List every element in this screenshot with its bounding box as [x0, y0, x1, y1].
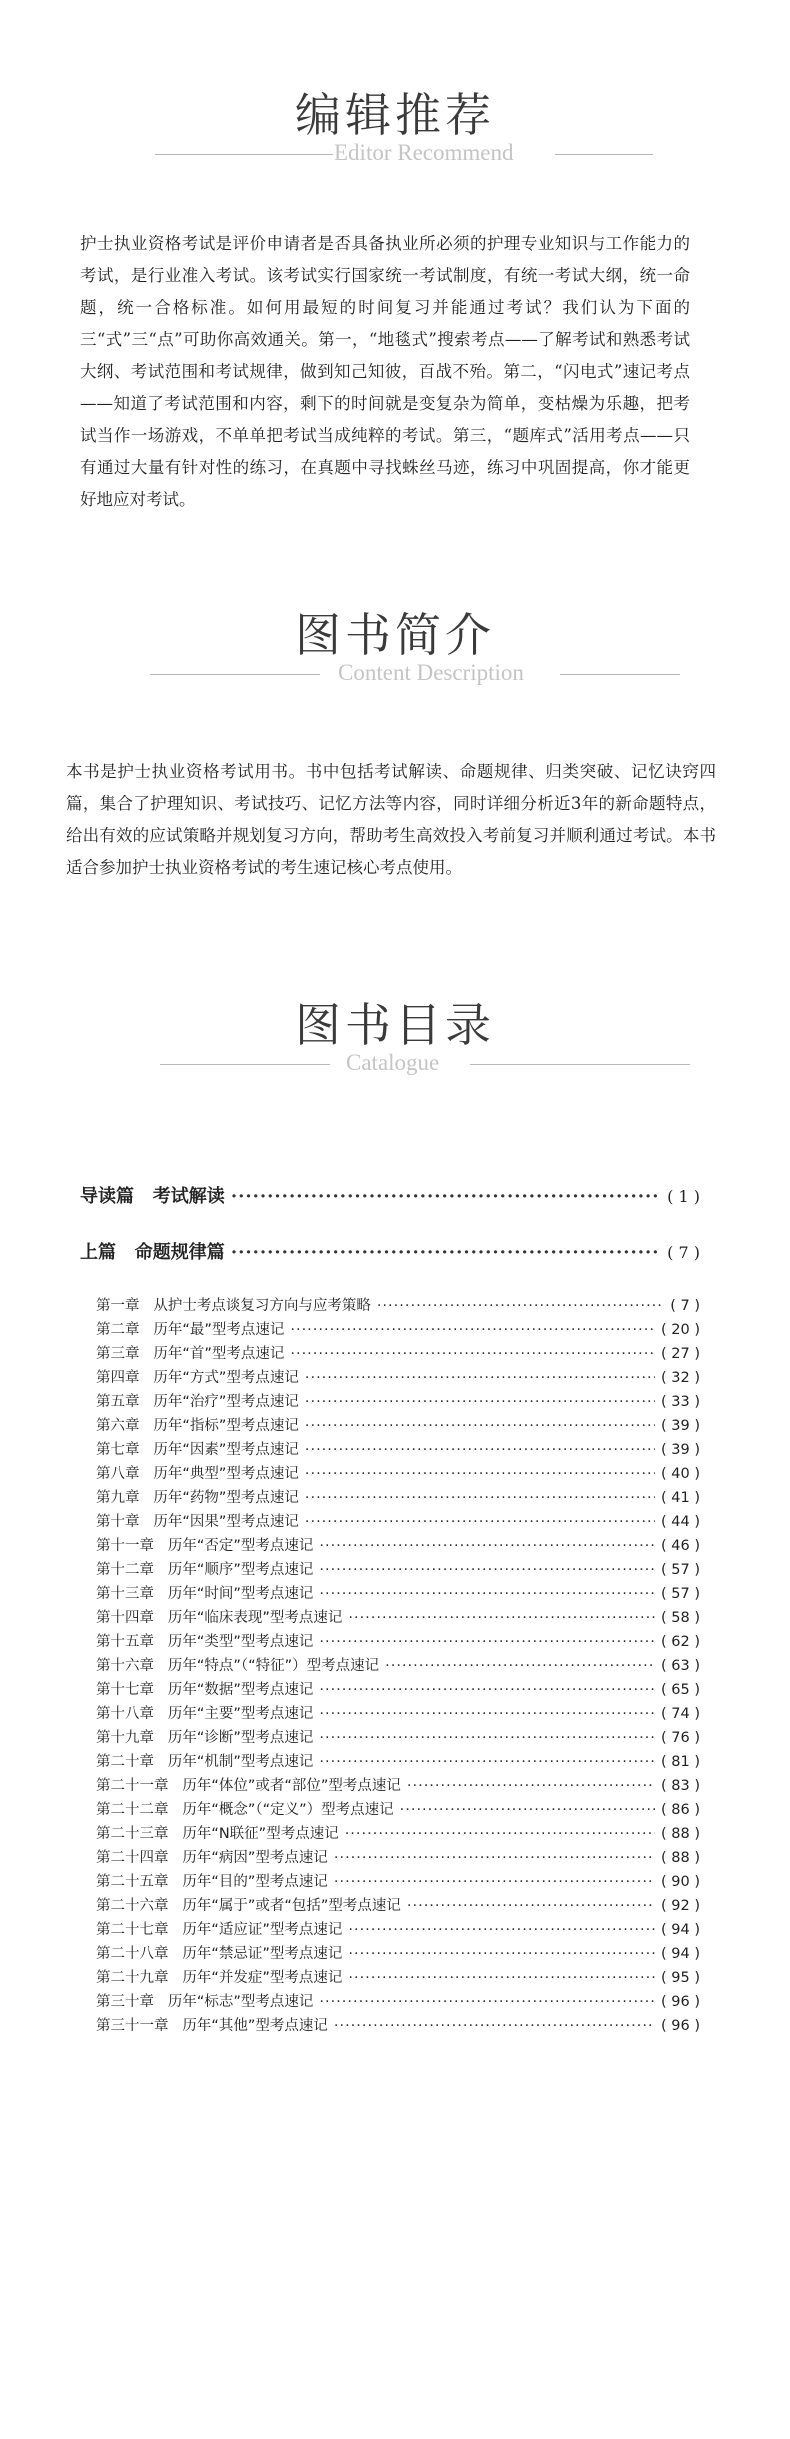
dot-leader	[348, 1922, 655, 1938]
dot-leader	[334, 2018, 655, 2034]
toc-chapter-entry-page-number: ( 63 )	[661, 1658, 700, 1674]
toc-chapter-entry-title: 第二十八章 历年“禁忌证”型考点速记	[96, 1946, 343, 1962]
editor-recommend-subtitle-row	[0, 140, 790, 170]
toc-chapter-entry-page-number: ( 32 )	[661, 1370, 700, 1386]
toc-chapter-entry-title: 第十三章 历年“时间”型考点速记	[96, 1586, 314, 1602]
editor-recommend-subtitle: Editor Recommend	[334, 140, 514, 165]
toc-chapter-entry-page-number: ( 44 )	[661, 1514, 700, 1530]
dot-leader	[348, 1946, 655, 1962]
toc-chapter-entry-page-number: ( 96 )	[661, 2018, 700, 2034]
dot-leader	[319, 1730, 655, 1746]
content-description-subtitle: Content Description	[338, 660, 524, 685]
toc-chapter-entry	[80, 1822, 700, 1846]
toc-part-entry-page-number: ( 7 )	[667, 1243, 700, 1262]
toc-chapter-entry-page-number: ( 92 )	[661, 1898, 700, 1914]
toc-chapter-entry-page-number: ( 83 )	[661, 1778, 700, 1794]
dot-leader	[319, 1586, 655, 1602]
dot-leader	[231, 1186, 661, 1207]
toc-chapter-entry	[80, 1654, 700, 1678]
toc-chapter-entry	[80, 1366, 700, 1390]
dot-leader	[345, 1826, 655, 1842]
toc-chapter-entry-page-number: ( 39 )	[661, 1442, 700, 1458]
dot-leader	[319, 1706, 655, 1722]
toc-chapter-entry-title: 第二十五章 历年“目的”型考点速记	[96, 1874, 328, 1890]
toc-chapter-entry-title: 第十七章 历年“数据”型考点速记	[96, 1682, 314, 1698]
toc-chapter-entry-page-number: ( 88 )	[661, 1826, 700, 1842]
dot-leader	[348, 1610, 655, 1626]
toc-chapter-entry	[80, 1918, 700, 1942]
toc-chapter-entry-title: 第二十章 历年“机制”型考点速记	[96, 1754, 314, 1770]
toc-chapter-entry	[80, 1942, 700, 1966]
toc-chapter-entry-title: 第六章 历年“指标”型考点速记	[96, 1418, 299, 1434]
toc-chapter-entry-page-number: ( 62 )	[661, 1634, 700, 1650]
toc-chapter-entry-page-number: ( 41 )	[661, 1490, 700, 1506]
toc-chapter-entry-page-number: ( 86 )	[661, 1802, 700, 1818]
toc-chapter-entry-title: 第二十七章 历年“适应证”型考点速记	[96, 1922, 343, 1938]
dot-leader	[305, 1490, 655, 1506]
toc-chapter-entry	[80, 1630, 700, 1654]
toc-chapter-entry-title: 第二十六章 历年“属于”或者“包括”型考点速记	[96, 1898, 401, 1914]
toc-chapter-entry-title: 第十八章 历年“主要”型考点速记	[96, 1706, 314, 1722]
toc-chapter-entry-page-number: ( 76 )	[661, 1730, 700, 1746]
dot-leader	[319, 1634, 655, 1650]
dot-leader	[305, 1394, 655, 1410]
editor-recommend-paragraph: 护士执业资格考试是评价申请者是否具备执业所必须的护理专业知识与工作能力的考试，是行业准入考试。该考试实行国家统一考试制度，有统一考试大纲，统一命题，统一合格标准。如何用最短的时间复习并能通过考试？我们认为下面的三“式”三“点”可助你高效通关。第一，“地毯式”搜索考点——了解考试和熟悉考试大纲、考试范围和考试规律，做到知己知彼，百战不殆。第二，“闪电式”速记考点——知道了考试范围和内容，剩下的时间就是变复杂为简单，变枯燥为乐趣，把考试当作一场游戏，不单单把考试当成纯粹的考试。第三，“题库式”活用考点——只有通过大量有针对性的练习，在真题中寻找蛛丝马迹，练习中巩固提高，你才能更好地应对考试。	[80, 234, 690, 509]
catalogue-header	[0, 998, 790, 1080]
toc-chapter-entry	[80, 1750, 700, 1774]
toc-chapter-entry	[80, 1894, 700, 1918]
content-description-subtitle-row	[0, 660, 790, 690]
toc-chapter-entry-title: 第九章 历年“药物”型考点速记	[96, 1490, 299, 1506]
toc-chapter-entry	[80, 1414, 700, 1438]
content-description-title: 图书简介	[295, 608, 495, 662]
dot-leader	[348, 1970, 655, 1986]
toc-chapter-entry-title: 第二章 历年“最”型考点速记	[96, 1322, 285, 1338]
dot-leader	[334, 1850, 655, 1866]
toc-chapter-entry	[80, 1606, 700, 1630]
dot-leader	[400, 1802, 655, 1818]
toc-chapter-entry-page-number: ( 65 )	[661, 1682, 700, 1698]
toc-chapter-entry	[80, 1774, 700, 1798]
editor-recommend-header	[0, 88, 790, 170]
toc-chapter-entry-page-number: ( 20 )	[661, 1322, 700, 1338]
catalogue-title: 图书目录	[295, 998, 495, 1052]
toc-chapter-entry-page-number: ( 95 )	[661, 1970, 700, 1986]
toc-chapter-entry-page-number: ( 90 )	[661, 1874, 700, 1890]
toc-chapter-entry-page-number: ( 96 )	[661, 1994, 700, 2010]
toc-chapter-entry-title: 第二十一章 历年“体位”或者“部位”型考点速记	[96, 1778, 401, 1794]
dot-leader	[305, 1370, 655, 1386]
dot-leader	[305, 1442, 655, 1458]
toc-chapter-entry	[80, 1678, 700, 1702]
toc-chapter-entry-title: 第二十三章 历年“N联征”型考点速记	[96, 1826, 339, 1842]
dot-leader	[334, 1874, 655, 1890]
toc-chapter-entry	[80, 1510, 700, 1534]
toc-part-entry-title: 上篇 命题规律篇	[80, 1242, 225, 1263]
toc-chapter-entry-page-number: ( 58 )	[661, 1610, 700, 1626]
toc-chapter-entry-page-number: ( 39 )	[661, 1418, 700, 1434]
content-description-header	[0, 608, 790, 690]
toc-chapter-entry	[80, 1966, 700, 1990]
dot-leader	[377, 1298, 664, 1314]
toc-chapter-entry-title: 第三十一章 历年“其他”型考点速记	[96, 2018, 328, 2034]
dot-leader	[290, 1322, 655, 1338]
toc-chapter-entry-title: 第十章 历年“因果”型考点速记	[96, 1514, 299, 1530]
dot-leader	[319, 1562, 655, 1578]
toc-part-entry	[80, 1238, 700, 1274]
toc-chapter-entry-title: 第十二章 历年“顺序”型考点速记	[96, 1562, 314, 1578]
toc-chapter-entry-page-number: ( 7 )	[670, 1298, 700, 1314]
toc-chapter-entry-title: 第十四章 历年“临床表现”型考点速记	[96, 1610, 343, 1626]
divider-line-right	[560, 674, 680, 675]
toc-chapter-entry-title: 第三章 历年“首”型考点速记	[96, 1346, 285, 1362]
toc-chapter-entry	[80, 1342, 700, 1366]
dot-leader	[290, 1346, 655, 1362]
toc-chapter-entry-title: 第十九章 历年“诊断”型考点速记	[96, 1730, 314, 1746]
toc-chapter-entry	[80, 1462, 700, 1486]
toc-chapter-entry-title: 第二十四章 历年“病因”型考点速记	[96, 1850, 328, 1866]
toc-chapter-entry	[80, 1558, 700, 1582]
toc-chapter-entry-title: 第四章 历年“方式”型考点速记	[96, 1370, 299, 1386]
divider-line-right	[470, 1064, 690, 1065]
toc-chapter-entry	[80, 1870, 700, 1894]
dot-leader	[231, 1242, 661, 1263]
toc-chapter-entry-page-number: ( 94 )	[661, 1946, 700, 1962]
toc-chapter-entry	[80, 1534, 700, 1558]
toc-chapter-entry-title: 第五章 历年“治疗”型考点速记	[96, 1394, 299, 1410]
toc-chapter-entry	[80, 1438, 700, 1462]
toc-chapter-entry-title: 第二十九章 历年“并发症”型考点速记	[96, 1970, 343, 1986]
divider-line-left	[150, 674, 320, 675]
dot-leader	[305, 1466, 655, 1482]
toc-chapter-entry	[80, 1390, 700, 1414]
toc-chapter-entry-title: 第二十二章 历年“概念”（“定义”）型考点速记	[96, 1802, 394, 1818]
toc-chapter-entry	[80, 1582, 700, 1606]
toc-chapter-entry	[80, 1846, 700, 1870]
dot-leader	[407, 1898, 655, 1914]
dot-leader	[305, 1418, 655, 1434]
catalogue-subtitle: Catalogue	[346, 1050, 440, 1075]
toc-chapter-entry-page-number: ( 40 )	[661, 1466, 700, 1482]
toc-chapter-entry	[80, 1798, 700, 1822]
toc-chapter-entry	[80, 2014, 700, 2038]
toc-chapter-entry-title: 第十六章 历年“特点”（“特征”）型考点速记	[96, 1658, 380, 1674]
toc-chapter-entry-page-number: ( 94 )	[661, 1922, 700, 1938]
dot-leader	[407, 1778, 655, 1794]
catalogue-subtitle-row	[0, 1050, 790, 1080]
toc-chapter-entry	[80, 1294, 700, 1318]
toc-chapter-entry-title: 第七章 历年“因素”型考点速记	[96, 1442, 299, 1458]
divider-line-left	[160, 1064, 330, 1065]
toc-chapter-entry-page-number: ( 57 )	[661, 1562, 700, 1578]
toc-part-entry-page-number: ( 1 )	[667, 1187, 700, 1206]
toc-chapter-entry	[80, 1702, 700, 1726]
divider-line-left	[155, 154, 333, 155]
toc-chapter-entry	[80, 1486, 700, 1510]
dot-leader	[319, 1994, 655, 2010]
editor-recommend-title: 编辑推荐	[295, 88, 495, 142]
toc-part-entry	[80, 1182, 700, 1218]
toc-chapter-entry-title: 第十五章 历年“类型”型考点速记	[96, 1634, 314, 1650]
dot-leader	[385, 1658, 655, 1674]
toc-chapter-entry-title: 第三十章 历年“标志”型考点速记	[96, 1994, 314, 2010]
toc-chapter-entry-title: 第十一章 历年“否定”型考点速记	[96, 1538, 314, 1554]
dot-leader	[305, 1514, 655, 1530]
toc-chapter-entry-page-number: ( 57 )	[661, 1586, 700, 1602]
content-description-paragraph: 本书是护士执业资格考试用书。书中包括考试解读、命题规律、归类突破、记忆诀窍四篇，集合了护理知识、考试技巧、记忆方法等内容，同时详细分析近3年的新命题特点，给出有效的应试策略并规划复习方向，帮助考生高效投入考前复习并顺利通过考试。本书适合参加护士执业资格考试的考生速记核心考点使用。	[66, 762, 716, 877]
toc-chapter-entry-page-number: ( 46 )	[661, 1538, 700, 1554]
toc-chapter-entry-page-number: ( 74 )	[661, 1706, 700, 1722]
dot-leader	[319, 1682, 655, 1698]
toc-chapter-entry-page-number: ( 33 )	[661, 1394, 700, 1410]
toc-chapter-entry-title: 第八章 历年“典型”型考点速记	[96, 1466, 299, 1482]
toc-chapter-entry	[80, 1990, 700, 2014]
toc-chapter-entry	[80, 1318, 700, 1342]
dot-leader	[319, 1754, 655, 1770]
toc-chapter-entry-page-number: ( 27 )	[661, 1346, 700, 1362]
dot-leader	[319, 1538, 655, 1554]
toc-chapter-entry-page-number: ( 81 )	[661, 1754, 700, 1770]
toc-chapter-entry	[80, 1726, 700, 1750]
divider-line-right	[555, 154, 653, 155]
toc-part-entry-title: 导读篇 考试解读	[80, 1186, 225, 1207]
toc-chapter-entry-page-number: ( 88 )	[661, 1850, 700, 1866]
table-of-contents	[80, 1182, 700, 2038]
toc-chapter-entry-title: 第一章 从护士考点谈复习方向与应考策略	[96, 1298, 371, 1314]
